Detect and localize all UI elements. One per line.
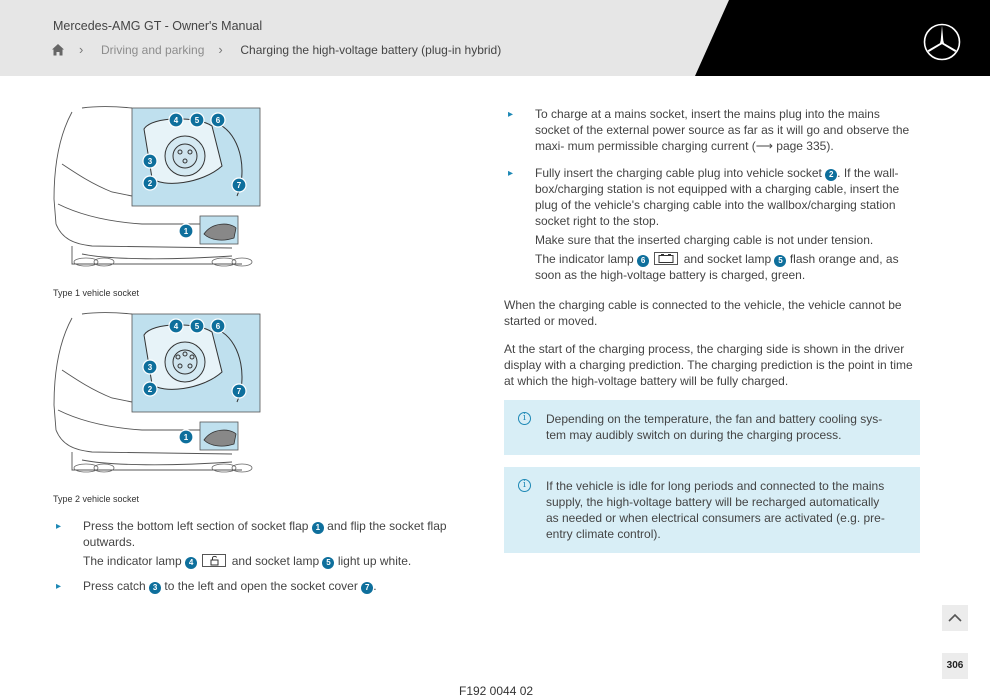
note-text: If the vehicle is idle for long periods and connected to the mains supply, the high-voltage battery will be recharged automatically as needed or when electrical consumers are activated (e.g. pre- entry climate control).	[546, 479, 885, 541]
figure-caption-type1: Type 1 vehicle socket	[53, 288, 140, 298]
svg-text:1: 1	[183, 227, 189, 236]
callout-number: 6	[637, 255, 649, 267]
figure-code: F192 0044 02	[459, 684, 534, 698]
list-item	[504, 106, 916, 154]
svg-text:7: 7	[236, 181, 242, 190]
step-text-part: The indicator lamp	[535, 252, 634, 266]
step-text	[83, 578, 467, 594]
callout-number: 7	[361, 582, 373, 594]
info-icon: i	[518, 479, 531, 492]
step-text-part: and socket lamp	[683, 252, 772, 266]
note-text: Depending on the temperature, the fan and battery cooling sys- tem may audibly switch on during the charging process.	[546, 412, 883, 442]
info-note-idle	[504, 467, 920, 553]
step-text-part: to the left and open the socket cover	[164, 579, 358, 593]
callout-number: 1	[312, 522, 324, 534]
chevron-right-icon: ›	[218, 42, 223, 57]
callout-number: 5	[322, 557, 334, 569]
battery-lamp-icon	[654, 252, 678, 265]
header-bar	[0, 0, 990, 76]
mercedes-star-icon[interactable]	[922, 22, 962, 62]
chevron-up-icon	[942, 605, 968, 631]
step-text-part: and flip the socket flap outwards.	[83, 519, 447, 549]
step-text	[535, 251, 916, 283]
arrow-bullet-icon: ▸	[508, 109, 514, 120]
home-icon[interactable]	[51, 43, 65, 57]
breadcrumb-current: Charging the high-voltage battery (plug-in hybrid)	[240, 42, 502, 57]
paragraph-cable-connected: When the charging cable is connected to the vehicle, the vehicle cannot be started or moved.	[504, 298, 902, 328]
svg-text:1: 1	[183, 433, 189, 442]
step-text: To charge at a mains socket, insert the mains plug into the mains socket of the external power source as far as it will go and observe the maxi- mum permissible charging current (⟶ page 335).	[535, 107, 910, 153]
chevron-right-icon: ›	[79, 42, 84, 57]
figure-caption-type2: Type 2 vehicle socket	[53, 494, 140, 504]
breadcrumb	[51, 42, 501, 57]
page-number: 306	[942, 653, 968, 679]
unlock-lamp-icon	[202, 554, 226, 567]
list-item	[52, 518, 467, 569]
svg-text:2: 2	[147, 385, 153, 394]
callout-number: 3	[149, 582, 161, 594]
paragraph-charging-prediction: At the start of the charging process, the charging side is shown in the driver display with a charging prediction. The charging prediction is the point in time at which the high-voltage battery will be fully charged.	[504, 342, 913, 388]
step-text-part: The indicator lamp	[83, 554, 182, 568]
step-text-part: flash orange and, as soon as the high-voltage battery is charged, green.	[535, 252, 899, 282]
vehicle-socket-illustration-type2	[52, 310, 262, 478]
svg-text:5: 5	[194, 116, 200, 125]
breadcrumb-link-driving[interactable]: Driving and parking	[101, 42, 205, 57]
document-title: Mercedes-AMG GT - Owner's Manual	[53, 19, 263, 33]
svg-text:7: 7	[236, 387, 242, 396]
step-text-part: Fully insert the charging cable plug into vehicle socket	[535, 166, 822, 180]
left-instruction-list	[52, 518, 467, 597]
svg-text:3: 3	[147, 363, 153, 372]
svg-text:2: 2	[147, 179, 153, 188]
right-instruction-list	[504, 106, 916, 286]
step-text-part: and socket lamp	[231, 554, 320, 568]
callout-number: 2	[825, 169, 837, 181]
step-text: Make sure that the inserted charging cable is not under tension.	[535, 233, 874, 247]
svg-text:4: 4	[173, 322, 179, 331]
step-text-part: Press the bottom left section of socket flap	[83, 519, 309, 533]
svg-text:5: 5	[194, 322, 200, 331]
list-item	[52, 578, 467, 594]
step-text	[83, 518, 467, 550]
svg-text:6: 6	[215, 116, 221, 125]
svg-text:6: 6	[215, 322, 221, 331]
arrow-bullet-icon: ▸	[56, 581, 62, 592]
svg-text:3: 3	[147, 157, 153, 166]
vehicle-socket-illustration-type1	[52, 104, 262, 272]
scroll-to-top-button[interactable]	[942, 605, 968, 631]
info-note-fan	[504, 400, 920, 455]
list-item	[504, 165, 916, 283]
arrow-bullet-icon: ▸	[508, 168, 514, 179]
step-text-part: .	[373, 579, 377, 593]
step-text-part: Press catch	[83, 579, 146, 593]
step-text	[83, 553, 467, 569]
callout-number: 5	[774, 255, 786, 267]
info-icon: i	[518, 412, 531, 425]
svg-text:4: 4	[173, 116, 179, 125]
step-text	[535, 165, 916, 229]
step-text-part: . If the wall- box/charging station is not equipped with a charging cable, insert the plug of the vehicle's charging cable into the wallbox/charging station socket right to the stop.	[535, 166, 900, 228]
callout-number: 4	[185, 557, 197, 569]
step-text-part: light up white.	[337, 554, 412, 568]
arrow-bullet-icon: ▸	[56, 521, 62, 532]
